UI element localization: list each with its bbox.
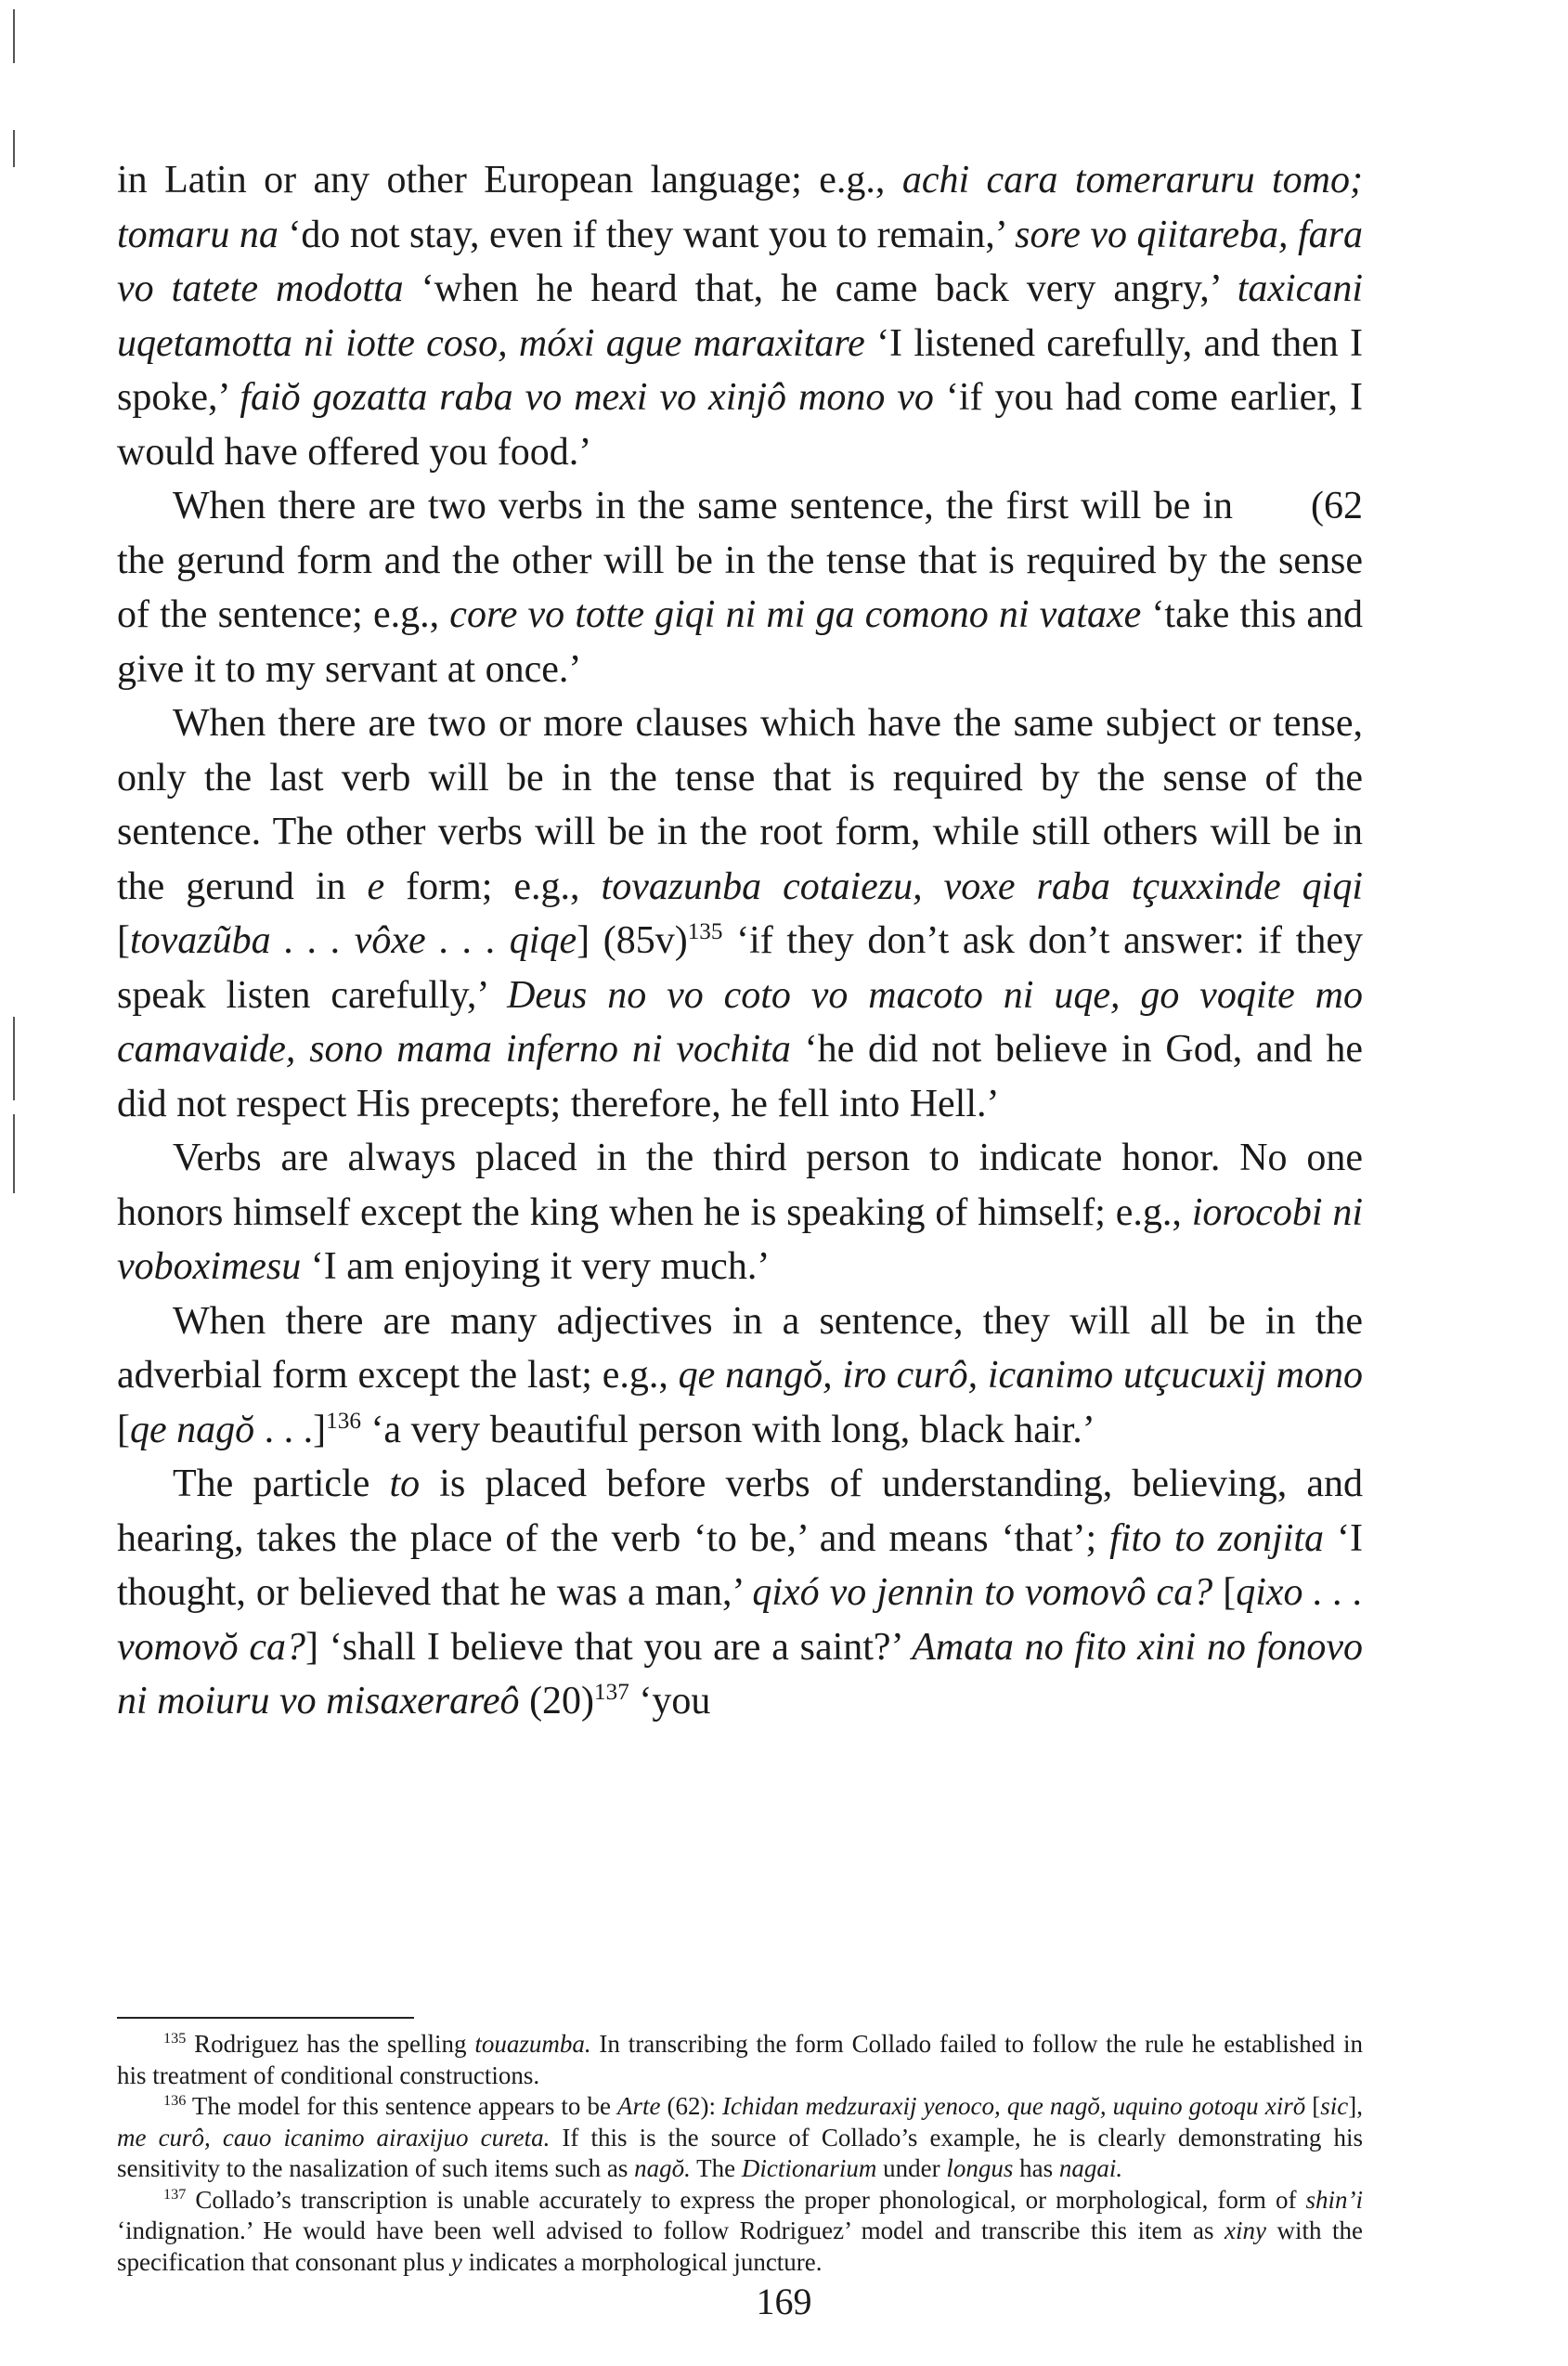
- text-run: When there are two or more clauses which have the same subject or tense, only the last verb will be in the tense that is required by the sense of the sentence. The other verbs will be in the root form, while still others will be in the gerund in: [117, 702, 1363, 908]
- margin-page-reference: (62: [1311, 485, 1363, 527]
- text-run: ‘indignation.’ He would have been well advised to follow Rodriguez’ model and transcribe this item as: [117, 2216, 1225, 2244]
- text-run: In transcribing the form Collado failed to follow the rule he established in his treatment of conditional constructions.: [117, 2030, 1363, 2089]
- text-run: with the specification that consonant plus: [117, 2216, 1363, 2276]
- italic-text: me curô, cauo icanimo airaxijuo cureta.: [117, 2123, 551, 2152]
- page-body: [117, 153, 1363, 1729]
- text-run: ‘if they don’t ask don’t answer: if they speak listen carefully,’: [117, 919, 1363, 1017]
- text-run: The: [690, 2154, 742, 2182]
- text-run: [: [1212, 1571, 1237, 1614]
- text-run: ],: [1348, 2092, 1363, 2120]
- italic-text: achi cara tomeraruru tomo; tomaru na: [117, 159, 1363, 256]
- text-run: ] ‘shall I believe that you are a saint?’: [305, 1625, 913, 1669]
- italic-text: y: [450, 2247, 462, 2276]
- text-run: The model for this sentence appears to be: [186, 2092, 617, 2120]
- footnote-reference: 137: [163, 2185, 187, 2203]
- italic-text: e: [367, 864, 385, 908]
- footnote: [117, 2029, 1363, 2091]
- paragraph: [117, 479, 1363, 696]
- italic-text: core vo totte giqi ni mi ga comono ni vataxe: [449, 593, 1142, 636]
- footnote: [117, 2091, 1363, 2185]
- text-run: under: [876, 2154, 947, 2182]
- italic-text: qe nagŏ: [130, 1408, 255, 1451]
- text-run: . . .]: [254, 1408, 327, 1451]
- italic-text: fito to zonjita: [1109, 1516, 1325, 1560]
- text-run: ] (85v): [577, 919, 688, 962]
- italic-text: Dictionarium: [741, 2154, 877, 2182]
- footnote-rule: [117, 2017, 414, 2019]
- paragraph: [117, 153, 1363, 479]
- text-run: form; e.g.,: [384, 864, 602, 908]
- page-number: 169: [756, 2281, 812, 2322]
- text-run: If this is the source of Collado’s example, he is clearly demonstrating his sensitivity to the nasalization of such items such as: [117, 2123, 1363, 2182]
- text-run: ‘I listened carefully, and then I spoke,’: [117, 321, 1363, 419]
- italic-text: qixo . . . vomovŏ ca?: [117, 1571, 1364, 1669]
- footnote: [117, 2185, 1363, 2279]
- text-run: [: [1305, 2092, 1321, 2120]
- text-run: is placed before verbs of understanding, believing, and hearing, takes the place of the verb ‘to be,’ and means ‘that’;: [117, 1462, 1363, 1560]
- italic-text: tovazunba cotaiezu, voxe raba tçuxxinde qiqi: [601, 864, 1364, 908]
- text-run: ‘I am enjoying it very much.’: [301, 1245, 771, 1288]
- italic-text: Ichidan medzuraxij yenoco, que nagŏ, uquino gotoqu xirŏ: [722, 2092, 1306, 2120]
- italic-text: faiŏ gozatta raba vo mexi vo xinjô mono vo: [240, 376, 934, 419]
- footnote-reference: 136: [326, 1408, 361, 1434]
- text-run: [: [117, 919, 130, 962]
- text-run: When there are many adjectives in a sentence, they will all be in the adverbial form except the last; e.g.,: [117, 1299, 1363, 1397]
- text-run: Verbs are always placed in the third person to indicate honor. No one honors himself except the king when he is speaking of himself; e.g.,: [117, 1137, 1363, 1234]
- footnotes: [117, 2029, 1363, 2278]
- text-run: has: [1013, 2154, 1059, 2182]
- text-run: ‘you: [628, 1680, 711, 1722]
- scan-edge-mark: [13, 1114, 15, 1193]
- text-run: indicates a morphological juncture.: [461, 2247, 823, 2276]
- italic-text: touazumba.: [474, 2030, 591, 2058]
- scan-edge-mark: [13, 9, 15, 63]
- text-run: ‘if you had come earlier, I would have offered you food.’: [117, 376, 1364, 474]
- text-run: [: [117, 1408, 130, 1451]
- text-run: ‘he did not believe in God, and he did not respect His precepts; therefore, he fell into Hell.’: [117, 1028, 1364, 1125]
- text-run: Rodriguez has the spelling: [186, 2030, 475, 2058]
- paragraph: [117, 1294, 1363, 1458]
- text-run: ‘a very beautiful person with long, black hair.’: [360, 1408, 1095, 1451]
- italic-text: sic: [1320, 2092, 1349, 2120]
- text-run: (62):: [660, 2092, 723, 2120]
- italic-text: nagai.: [1058, 2154, 1123, 2182]
- text-run: Collado’s transcription is unable accurately to express the proper phonological, or morphological, form of: [186, 2185, 1306, 2214]
- paragraph: [117, 1131, 1363, 1294]
- italic-text: taxicani uqetamotta ni iotte coso, móxi ague maraxitare: [117, 267, 1363, 365]
- text-run: ‘I thought, or believed that he was a man,’: [117, 1516, 1363, 1614]
- italic-text: sore vo qiitareba, fara vo tatete modotta: [117, 213, 1363, 310]
- footnote-reference: 136: [163, 2092, 187, 2109]
- italic-text: longus: [946, 2154, 1014, 2182]
- italic-text: iorocobi ni voboximesu: [117, 1190, 1363, 1288]
- footnote-reference: 135: [687, 919, 723, 944]
- text-run: ‘take this and give it to my servant at once.’: [117, 593, 1364, 691]
- text-run: When there are two verbs in the same sentence, the first will be in the gerund form and the other will be in the tense that is required by the sense of the sentence; e.g.,: [117, 485, 1363, 636]
- italic-text: tovazũba . . . vôxe . . . qiqe: [130, 919, 577, 962]
- italic-text: shin’i: [1305, 2185, 1363, 2214]
- italic-text: xiny: [1225, 2216, 1266, 2244]
- italic-text: to: [389, 1462, 421, 1505]
- text-run: (20): [519, 1680, 595, 1722]
- paragraph: [117, 1457, 1363, 1729]
- italic-text: qe nangŏ, iro curô, icanimo utçucuxij mono: [678, 1354, 1364, 1397]
- italic-text: qixó vo jennin to vomovô ca?: [752, 1571, 1213, 1614]
- text-run: ‘do not stay, even if they want you to remain,’: [278, 213, 1016, 256]
- footnote-reference: 137: [594, 1680, 629, 1705]
- text-run: ‘when he heard that, he came back very angry,’: [403, 267, 1238, 310]
- italic-text: Deus no vo coto vo macoto ni uqe, go voqite mo camavaide, sono mama inferno ni vochita: [117, 973, 1363, 1071]
- text-run: in Latin or any other European language; e.g.,: [117, 159, 902, 202]
- italic-text: Amata no fito xini no fonovo ni moiuru vo misaxerareô: [117, 1625, 1363, 1722]
- text-run: The particle: [173, 1462, 390, 1505]
- scan-edge-mark: [13, 130, 15, 167]
- paragraph: [117, 696, 1363, 1131]
- scan-edge-mark: [13, 1017, 15, 1100]
- italic-text: nagŏ.: [634, 2154, 691, 2182]
- italic-text: Arte: [616, 2092, 661, 2120]
- footnote-reference: 135: [163, 2030, 187, 2047]
